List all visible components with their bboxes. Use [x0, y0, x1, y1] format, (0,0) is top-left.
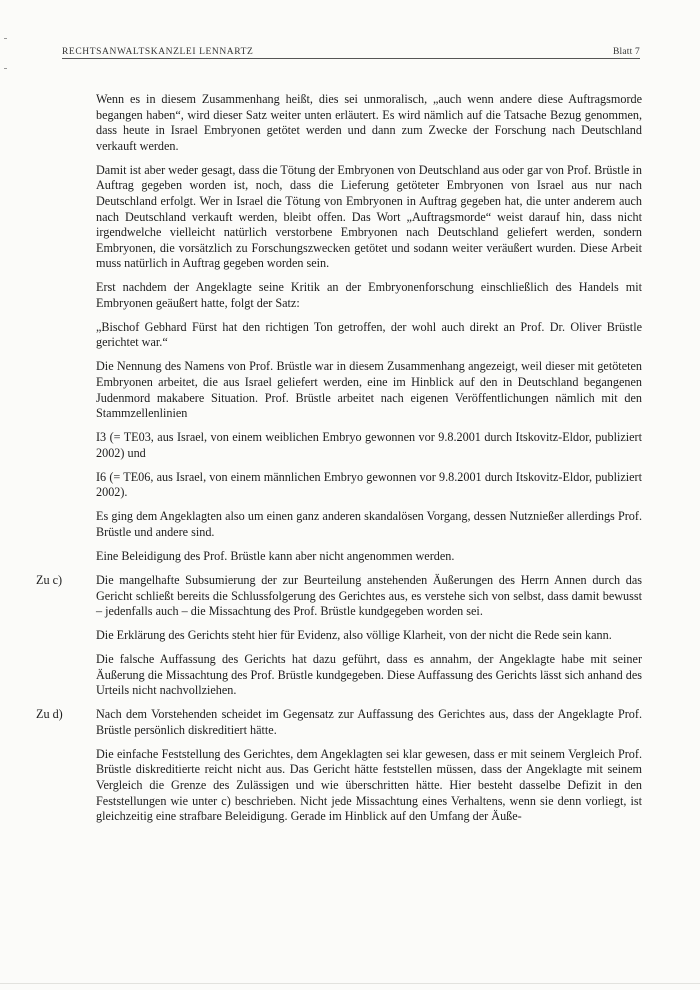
scan-edge [0, 983, 700, 984]
letter-body [36, 92, 642, 833]
scan-mark [4, 68, 7, 69]
paragraph: Erst nachdem der Angeklagte seine Kritik an der Embryonenforschung einschließlich des Handels mit Embryonen geäußert hatte, folgt der Satz: [96, 280, 642, 310]
paragraph: Wenn es in diesem Zusammenhang heißt, dies sei unmoralisch, „auch wenn andere diese Auftragsmorde begangen haben“, wird dieser Satz weiter unten erläutert. Es wird nämlich auf die Tatsache Bezug genommen, dass heute in Israel Embryonen getötet werden und dann zum Zwecke der Forschung nach Deutschland verkauft werden. [96, 92, 642, 153]
cell-line-i6: I6 (= TE06, aus Israel, von einem männlichen Embryo gewonnen vor 9.8.2001 durch Itskovitz-Eldor, publiziert 2002). [96, 469, 642, 500]
paragraph: Eine Beleidigung des Prof. Brüstle kann aber nicht angenommen werden. [96, 548, 455, 563]
section-c [36, 572, 642, 699]
paragraph: Die mangelhafte Subsumierung der zur Beurteilung anstehenden Äußerungen des Herrn Annen durch das Gericht schließt bereits die Schlussfolgerung des Gerichtes aus, es verstehe sich von selbst, dass damit bewusst – jedenfalls auch – die Missachtung des Prof. Brüstle kundgegeben worden sei. [96, 572, 642, 619]
paragraph: Es ging dem Angeklagten also um einen ganz anderen skandalösen Vorgang, dessen Nutznießer allerdings Prof. Brüstle und andere sind. [96, 509, 642, 539]
cell-line-i3: I3 (= TE03, aus Israel, von einem weiblichen Embryo gewonnen vor 9.8.2001 durch Itskovitz-Eldor, publiziert 2002) und [96, 430, 642, 460]
section-label: Zu d) [36, 707, 63, 722]
paragraph: Die einfache Feststellung des Gerichtes, dem Angeklagten sei klar gewesen, dass er mit seinem Vergleich Prof. Brüstle diskreditierte reicht nicht aus. Das Gericht hätte feststellen müssen, dass der Angeklagte mit seinem Vergleich die Grenze des Zulässigen und wie überschritten hätte. Hier besteht dasselbe Defizit in den Feststellungen wie unter c) beschrieben. Nicht jede Missachtung eines Verhaltens, wenn sie denn vorliegt, ist gleichzeitig eine strafbare Beleidigung. Gerade im Hinblick auf den Umfang der Äuße- [96, 746, 642, 824]
page-number: Blatt 7 [613, 47, 640, 57]
paragraph: Die Nennung des Namens von Prof. Brüstle war in diesem Zusammenhang angezeigt, weil dieser mit getöteten Embryonen arbeitet, die aus Israel geliefert werden, eine im Hinblick auf den in Deutschland begangenen Judenmord makabere Situation. Prof. Brüstle arbeitet nach eigenen Veröffentlichungen nämlich mit den Stammzellenlinien [96, 359, 642, 421]
paragraph: Die falsche Auffassung des Gerichts hat dazu geführt, dass es annahm, der Angeklagte habe mit seiner Äußerung die Missachtung des Prof. Brüstle kundgegeben. Diese Auffassung des Gerichts lässt sich anhand des Urteils nicht nachvollziehen. [96, 652, 642, 698]
firm-name: RECHTSANWALTSKANZLEI LENNARTZ [62, 47, 254, 57]
quote: „Bischof Gebhard Fürst hat den richtigen Ton getroffen, der wohl auch direkt an Prof. Dr. Oliver Brüstle gerichtet war.“ [96, 319, 642, 350]
page-header [62, 44, 640, 59]
paragraph: Die Erklärung des Gerichts steht hier für Evidenz, also völlige Klarheit, von der nicht die Rede sein kann. [96, 628, 612, 643]
section-d [36, 707, 642, 825]
paragraph: Nach dem Vorstehenden scheidet im Gegensatz zur Auffassung des Gerichtes aus, dass der Angeklagte Prof. Brüstle persönlich diskreditiert hätte. [96, 707, 642, 737]
scan-mark [4, 38, 7, 39]
paragraph: Damit ist aber weder gesagt, dass die Tötung der Embryonen von Deutschland aus oder gar von Prof. Brüstle in Auftrag gegeben worden ist, noch, dass die Lieferung getöteter Embryonen von Israel aus nur nach Deutschland erfolgt. Wer in Israel die Tötung von Embryonen in Auftrag gegeben hat, die unter anderem auch nach Deutschland verkauft werden, bleibt offen. Das Wort „Auftragsmorde“ weist darauf hin, dass nicht irgendwelche vielleicht natürlich verstorbene Embryonen nach Deutschland geliefert werden, sondern Embryonen, die vorsätzlich zu Forschungszwecken getötet und sodann weiter veräußert wurden. Diese Arbeit muss natürlich in Auftrag gegeben worden sein. [96, 162, 642, 271]
section-label: Zu c) [36, 572, 63, 587]
